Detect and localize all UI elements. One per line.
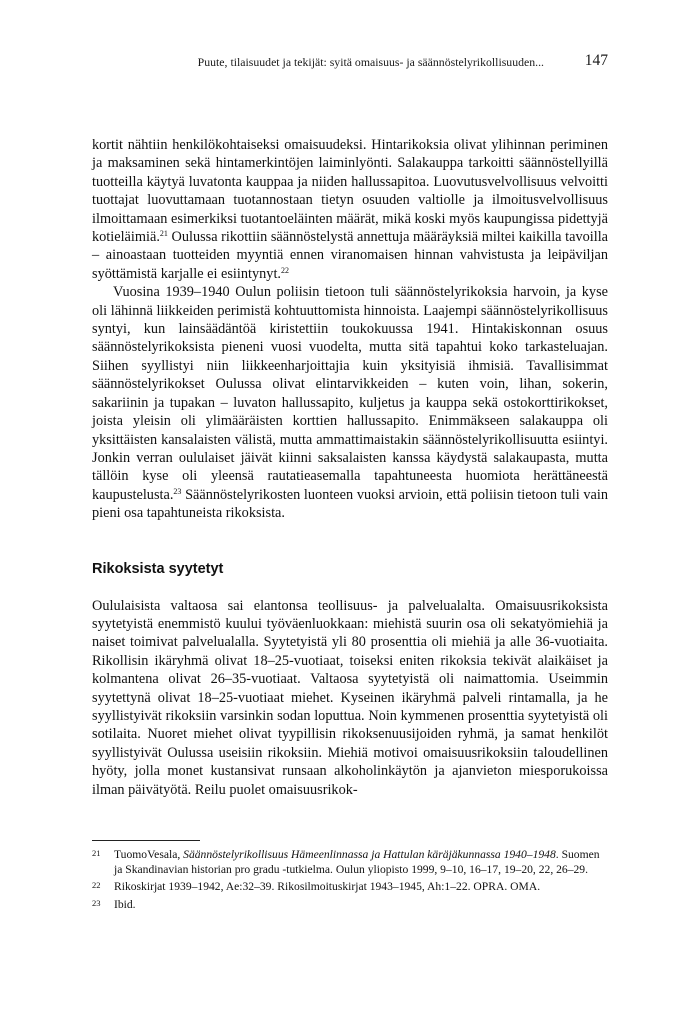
- running-title: Puute, tilaisuudet ja tekijät: syitä omaisuus- ja säännöstelyrikollisuuden...: [197, 55, 544, 69]
- footnote-text: Rikoskirjat 1939–1942, Ae:32–39. Rikosilmoituskirjat 1943–1945, Ah:1–22. OPRA. OMA.: [114, 880, 541, 894]
- footnote-ref: 23: [173, 486, 182, 496]
- paragraph-text: kortit nähtiin henkilökohtaiseksi omaisuudeksi. Hintarikoksia olivat ylihinnan periminen ja maksaminen sekä hintamerkintöjen laiminlyönti. Salakauppa tarkoitti säännöstellyillä tuotteilla käytyä luvatonta kauppaa ja niiden hallussapitoa. Luovutusvelvollisuus velvoitti tuottajat luovuttamaan tuotannostaan tietyn osuuden valtiolle ja ilmoitusvelvollisuus ilmoittamaan esimerkiksi tuotantoeläinten määrät, mikä koski myös kaupungissa pidettyjä kotieläimiä.: [92, 137, 608, 246]
- footnote-author: TuomoVesala,: [114, 848, 181, 861]
- footnote-divider: [92, 840, 200, 841]
- footnotes: [92, 840, 608, 914]
- main-text: [92, 136, 608, 799]
- footnote-22: [92, 879, 608, 894]
- paragraph-text: Säännöstelyrikosten luonteen vuoksi arvioin, että poliisin tietoon tuli vain pieni osa tapahtuneista rikoksista.: [92, 486, 609, 522]
- footnote-21: [92, 847, 608, 877]
- footnote-23: [92, 897, 608, 912]
- footnote-number: 23: [92, 897, 101, 908]
- footnote-number: 22: [92, 880, 101, 891]
- footnote-text: [114, 847, 608, 877]
- paragraph-text: Vuosina 1939–1940 Oulun poliisin tietoon tuli säännöstelyrikoksia harvoin, ja kyse oli lähinnä liikkeiden perimistä kohtuuttomista hinnoista. Laajempi säännöstelyrikollisuus syntyi, kun lainsäädäntöä kiristettiin toukokuussa 1941. Hintakiskonnan osuus säännöstelyrikoksista pieneni vuosi vuodelta, mutta sitä tapahtui koko tarkasteluajan. Siihen syyllistyi niin liikkeenharjoittajia kuin yksityisiä ihmisiä. Tavallisimmat säännöstelyrikokset Oulussa olivat elintarvikkeiden – kuten voin, lihan, sokerin, sakariinin ja tupakan – luvaton hallussapito, kuljetus ja kauppa sekä ostokorttirikokset, joista yleisin oli ylimääräisten korttien hallussapito. Enimmäkseen salakauppa oli yksittäisten kansalaisten välistä, mutta ammattimaistakin säännöstelyrikollisuutta esiintyi. Jonkin verran oululaiset jäivät kiinni saksalaisten kanssa käydystä salakaupasta, mutta tällöin kyse oli yleensä rautatieasemalla tapahtuneesta huomiota herättäneestä kaupustelusta.: [92, 284, 608, 503]
- paragraph-1: [92, 136, 608, 283]
- footnote-number: 21: [92, 848, 101, 858]
- section-heading: Rikoksista syytetyt: [92, 560, 224, 577]
- paragraph-text: Oululaisista valtaosa sai elantonsa teollisuus- ja palvelualalta. Omaisuusrikoksista syytetyistä enemmistö kuului työväenluokkaan: miehistä suurin osa oli sekatyömiehiä ja naiset toimivat palvelualalla. Syytetyistä yli 80 prosenttia oli miehiä ja alle 36-vuotiaita. Rikollisin ikäryhmä olivat 18–25-vuotiaat, toiseksi eniten rikoksia tekivät alaikäiset ja kolmantena olivat 26–35-vuotiaat. Valtaosa syytetyistä oli naimattomia. Useimmin syytettynä olivat 18–25-vuotiaat miehet. Kyseinen ikäryhmä palveli rintamalla, ja he syyllistyivät rikoksiin varsinkin sodan loputtua. Noin kymmenen prosenttia syytetyistä oli sotilaita. Nuoret miehet olivat tyypillisin rikoksenuusijoiden ryhmä, ja samat henkilöt syyllistyivät Oulussa useisiin rikoksiin. Miehiä motivoi omaisuusrikoksiin taloudellinen hyöty, jolla monet kustansivat runsaan alkoholinkäytön ja ajanvieton miesporukoissa ilman päivätyötä. Reilu puolet omaisuusrikok-: [92, 597, 608, 798]
- paragraph-2: [92, 283, 608, 522]
- paragraph-text: Oulussa rikottiin säännöstelystä annettuja määräyksiä miltei kaikilla tavoilla – ainoastaan tuotteiden myyntiä ennen viranomaisen hinnan vahvistusta ja leipäviljan syöttämistä karjalle ei esiintynyt.: [92, 229, 609, 282]
- footnote-ref: 22: [281, 265, 289, 275]
- footnote-ref: 21: [159, 229, 168, 239]
- footnote-rest: . Suomen ja Skandinavian historian pro gradu -tutkielma. Oulun yliopisto 1999, 9–10, 16–17, 19–20, 22, 26–29.: [114, 848, 600, 877]
- running-header: [92, 52, 608, 76]
- paragraph-3: [92, 597, 608, 799]
- footnote-title: Säännöstelyrikollisuus Hämeenlinnassa ja Hattulan käräjäkunnassa 1940–1948: [183, 848, 556, 861]
- footnote-text: Ibid.: [114, 897, 136, 911]
- page-number: 147: [584, 52, 608, 69]
